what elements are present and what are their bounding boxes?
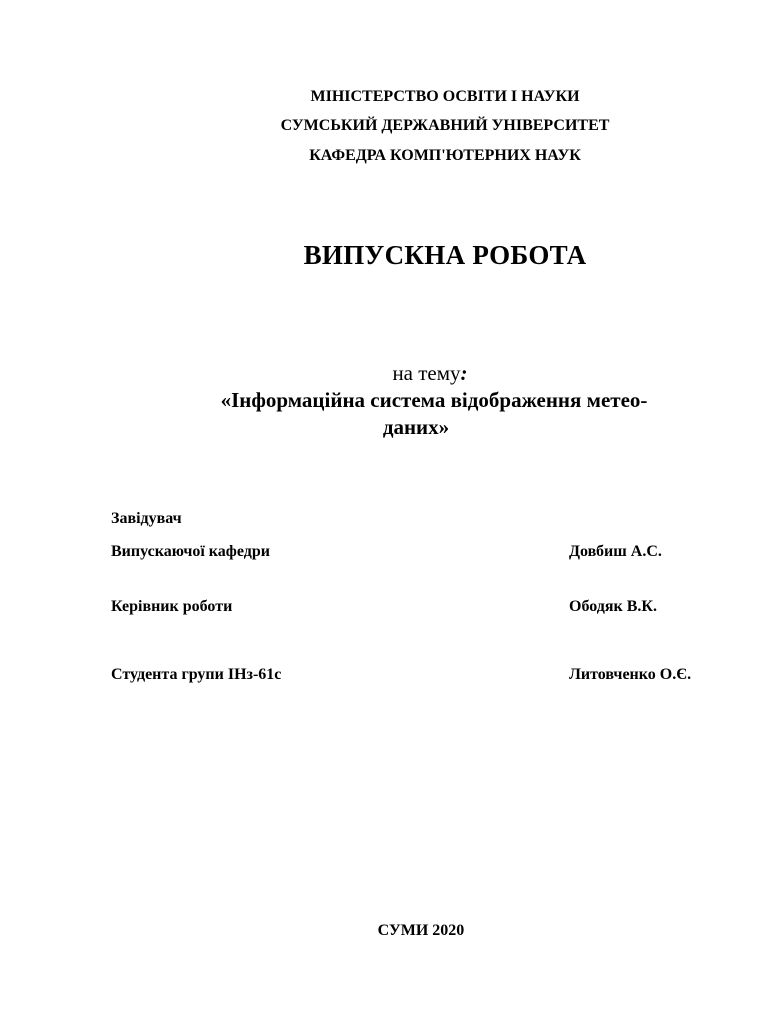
topic-title-line-1: «Інформаційна система відображення метео- <box>220 388 648 412</box>
supervisor-name: Ободяк В.К. <box>569 598 658 615</box>
head-name: Довбиш А.С. <box>569 543 662 560</box>
supervisor-label: Керівник роботи <box>111 598 233 615</box>
ministry-heading: МІНІСТЕРСТВО ОСВІТИ І НАУКИ <box>310 88 580 105</box>
topic-intro-text: на тему <box>392 361 461 385</box>
student-label: Студента групи ІНз-61с <box>111 666 282 683</box>
topic-title-line-2: даних» <box>382 415 450 439</box>
head-label-2: Випускаючої кафедри <box>111 543 270 560</box>
department-heading: КАФЕДРА КОМП'ЮТЕРНИХ НАУК <box>309 147 581 164</box>
topic-intro <box>0 361 770 386</box>
document-title: ВИПУСКНА РОБОТА <box>303 240 587 270</box>
university-heading: СУМСЬКИЙ ДЕРЖАВНИЙ УНІВЕРСИТЕТ <box>280 117 610 134</box>
topic-intro-colon: : <box>460 361 468 385</box>
city-year: СУМИ 2020 <box>377 922 465 939</box>
head-label-1: Завідувач <box>111 510 182 527</box>
student-name: Литовченко О.Є. <box>569 666 692 683</box>
